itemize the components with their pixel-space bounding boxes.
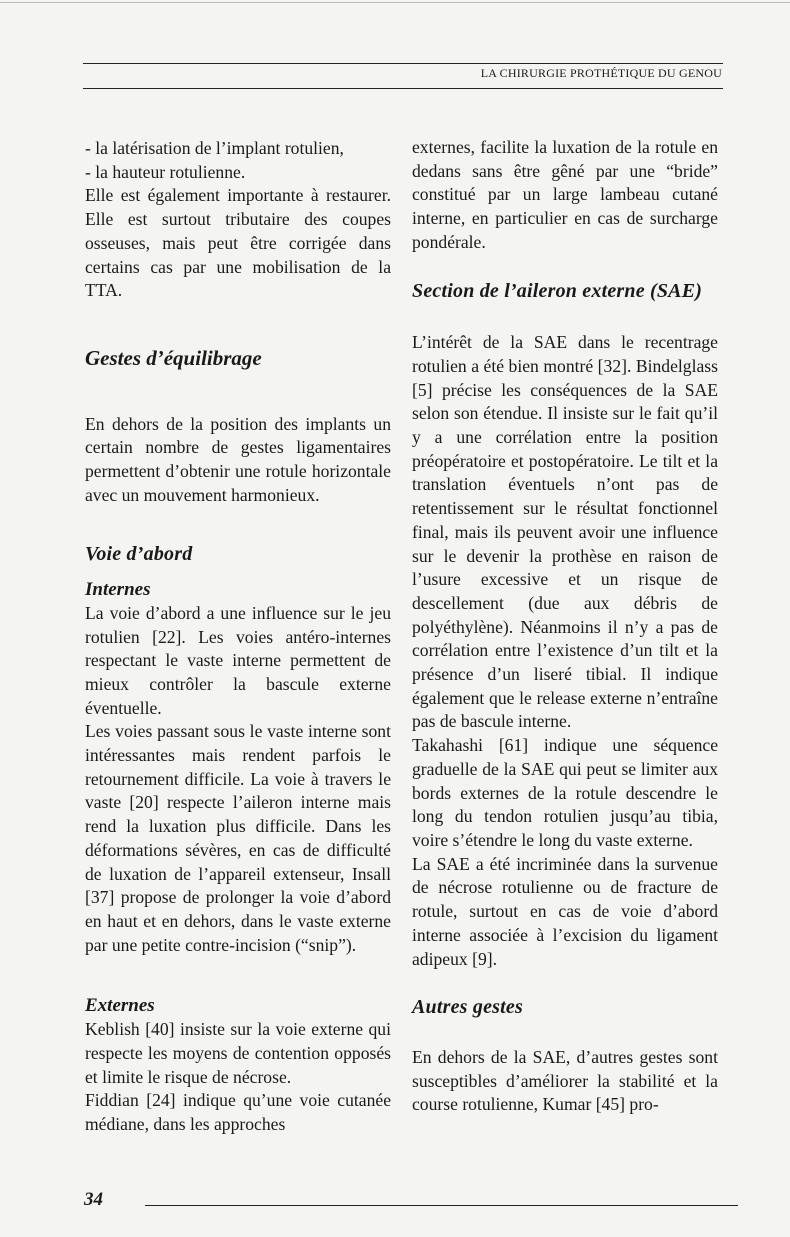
paragraph: En dehors de la SAE, d’autres gestes sont susceptibles d’améliorer la stabilité et la course rotulienne, Kumar [45] pro-: [412, 1046, 718, 1115]
list-item: - la hauteur rotulienne.: [85, 161, 246, 182]
header-rule-top: [83, 63, 723, 64]
paragraph: externes, facilite la luxation de la rotule en dedans sans être gêné par une “bride” constitué par un large lambeau cutané interne, en particulier en cas de surcharge pondérale.: [412, 137, 718, 252]
subheading-internes: Internes: [85, 579, 151, 601]
paragraph: La SAE a été incriminée dans la survenue de nécrose rotulienne ou de fracture de rotule, surtout en cas de voie d’abord interne associée à l’excision du ligament adipeux [9].: [412, 853, 718, 969]
paragraph: Takahashi [61] indique une séquence graduelle de la SAE qui peut se limiter aux bords externes de la rotule descendre le long du tendon rotulien jusqu’au tibia, voire s’étendre le long du vaste externe.: [412, 735, 718, 850]
header-rule-bottom: [83, 88, 723, 89]
footer-rule: [145, 1205, 738, 1206]
list-item: - la latérisation de l’implant rotulien,: [85, 138, 344, 158]
left-column: [85, 137, 391, 1137]
paragraph: Elle est également importante à restaurer. Elle est surtout tributaire des coupes osseuses, mais peut être corrigée dans certains cas par une mobilisation de la TTA.: [85, 185, 391, 301]
paragraph: En dehors de la position des implants un certain nombre de gestes ligamentaires permettent d’obtenir une rotule horizontale avec un mouvement harmonieux.: [85, 413, 391, 505]
running-head: LA CHIRURGIE PROTHÉTIQUE DU GENOU: [480, 66, 722, 80]
paragraph: Les voies passant sous le vaste interne sont intéressantes mais rendent parfois le retournement difficile. La voie à travers le vaste [20] respecte l’aileron interne mais rend la luxation plus difficile. Dans les déformations sévères, en cas de difficulté de luxation de l’appareil extenseur, Insall [37] propose de prolonger la voie d’abord en haut et en dehors, dans le vaste externe par une petite contre-incision (“snip”).: [85, 721, 391, 955]
subheading-externes: Externes: [85, 995, 155, 1017]
right-column: [412, 136, 718, 1117]
top-edge-rule: [0, 2, 790, 3]
paragraph: La voie d’abord a une influence sur le jeu rotulien [22]. Les voies antéro-internes respectant le vaste interne permettent de mieux contrôler la bascule externe éventuelle.: [85, 602, 391, 718]
page-number: 34: [84, 1189, 103, 1210]
paragraph: Keblish [40] insiste sur la voie externe qui respecte les moyens de contention opposés et limite le risque de nécrose.: [85, 1019, 391, 1087]
subsection-title: Section de l’aileron externe (SAE): [412, 279, 703, 302]
section-title: Gestes d’équilibrage: [85, 345, 262, 370]
subsection-title: Autres gestes: [412, 996, 523, 1019]
paragraph: Fiddian [24] indique qu’une voie cutanée médiane, dans les approches: [85, 1090, 391, 1134]
paragraph: L’intérêt de la SAE dans le recentrage rotulien a été bien montré [32]. Bindelglass [5] précise les conséquences de la SAE selon son étendue. Il insiste sur le fait qu’il y a une corrélation entre la position préopératoire et postopératoire. Le tilt et la translation éventuels n’ont pas de retentissement sur le résultat fonctionnel final, mais ils peuvent avoir une influence sur le devenir la prothèse en raison de l’usure excessive et un risque de descellement (due aux débris de polyéthylène). Néanmoins il n’y a pas de corrélation entre l’existence d’un tilt et la présence d’un liseré tibial. Il indique également que le release externe n’entraîne pas de bascule interne.: [412, 332, 718, 732]
subsection-title: Voie d’abord: [85, 543, 193, 566]
